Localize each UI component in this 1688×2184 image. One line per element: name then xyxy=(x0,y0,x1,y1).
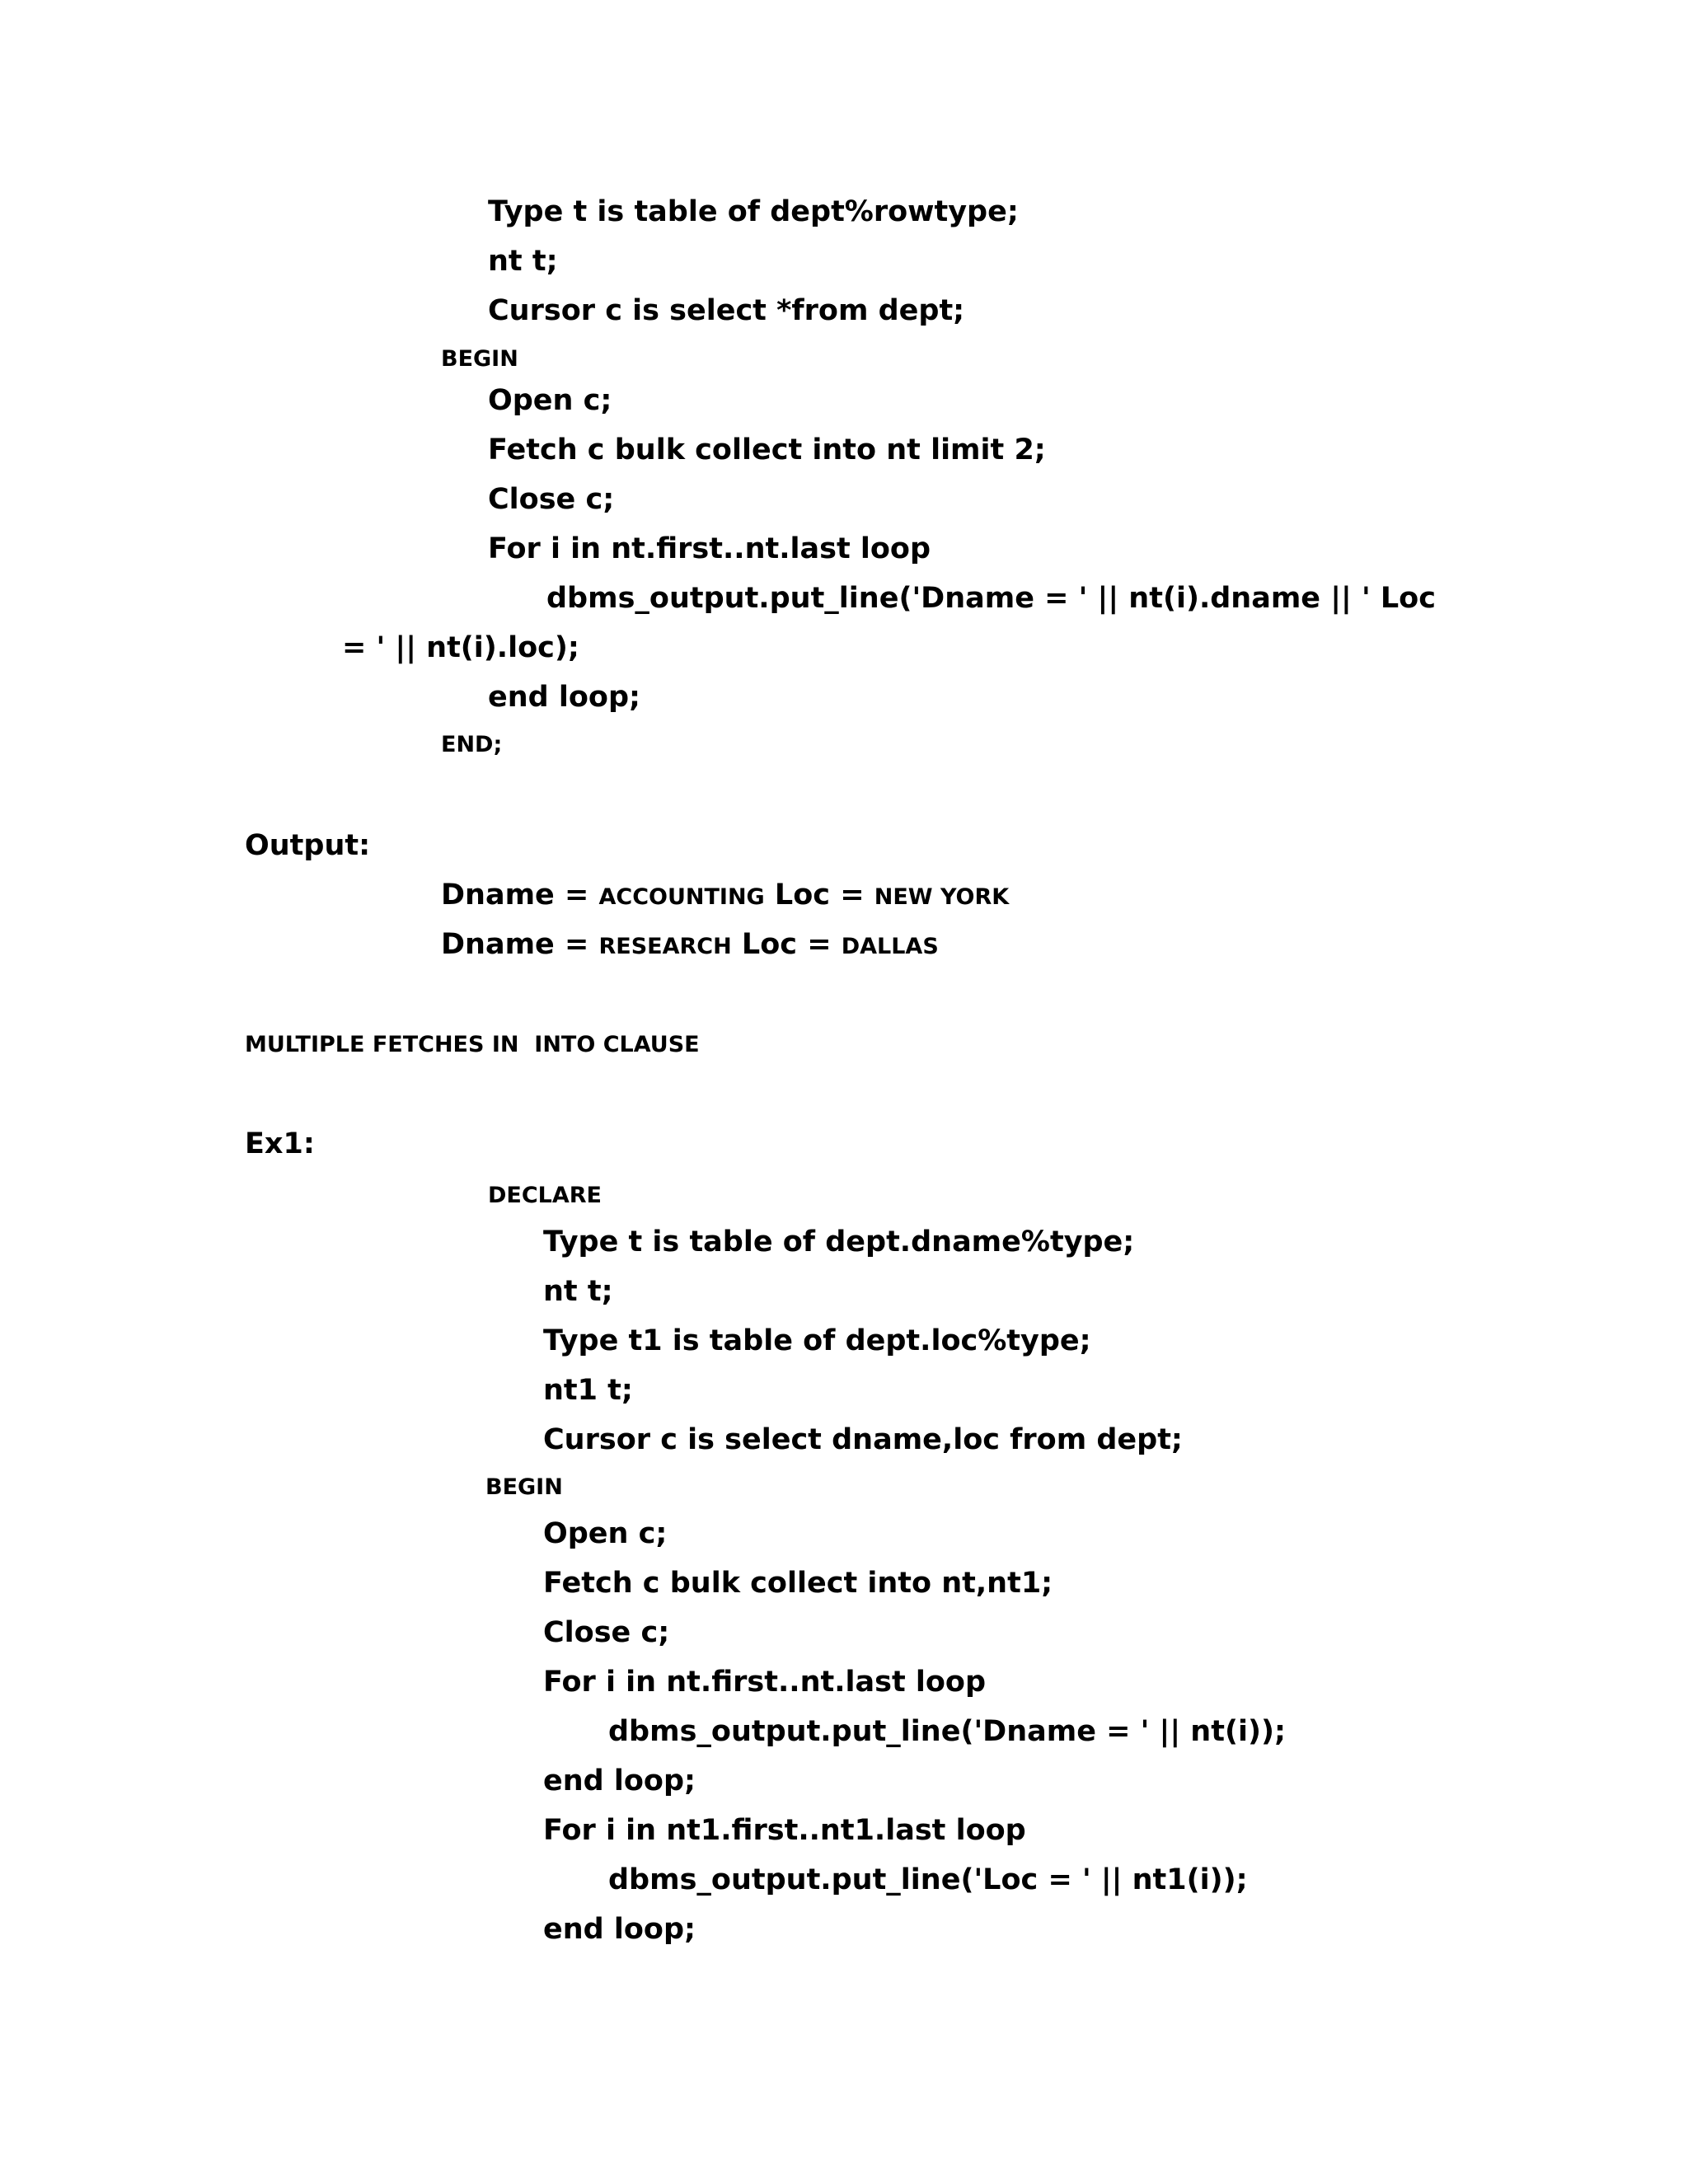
code-line: Close c; xyxy=(543,1616,670,1649)
output-row xyxy=(441,881,1009,910)
code-keyword: END; xyxy=(441,732,503,757)
code-line: Cursor c is select *from dept; xyxy=(488,294,965,327)
code-line: Open c; xyxy=(488,384,612,417)
output-row xyxy=(441,930,939,959)
code-line: For i in nt1.first..nt1.last loop xyxy=(543,1814,1026,1847)
code-keyword: BEGIN xyxy=(485,1474,563,1500)
code-line: Type t is table of dept%rowtype; xyxy=(488,195,1019,228)
code-line: nt t; xyxy=(488,245,558,278)
dname-value: ACCOUNTING xyxy=(598,884,765,910)
loc-label: Loc = xyxy=(731,928,842,961)
code-line: Type t is table of dept.dname%type; xyxy=(543,1226,1135,1258)
dname-value: RESEARCH xyxy=(598,934,732,959)
code-line: end loop; xyxy=(488,681,641,714)
section-heading: MULTIPLE FETCHES IN INTO CLAUSE xyxy=(245,1032,700,1057)
code-line: For i in nt.first..nt.last loop xyxy=(543,1666,987,1699)
code-line: Open c; xyxy=(543,1517,668,1550)
code-line: end loop; xyxy=(543,1765,696,1797)
code-line: Type t1 is table of dept.loc%type; xyxy=(543,1324,1091,1357)
loc-value: DALLAS xyxy=(841,934,939,959)
code-line: = ' || nt(i).loc); xyxy=(342,631,579,664)
code-line: nt t; xyxy=(543,1275,613,1308)
code-keyword: DECLARE xyxy=(488,1183,603,1208)
dname-label: Dname = xyxy=(441,879,599,912)
loc-value: NEW YORK xyxy=(874,884,1010,910)
loc-label: Loc = xyxy=(764,879,874,912)
output-label: Output: xyxy=(245,829,371,862)
code-line: dbms_output.put_line('Dname = ' || nt(i).dname || ' Loc xyxy=(546,582,1436,615)
code-line: Close c; xyxy=(488,483,615,516)
code-line: end loop; xyxy=(543,1913,696,1946)
example-label: Ex1: xyxy=(245,1127,315,1160)
code-line: Fetch c bulk collect into nt,nt1; xyxy=(543,1567,1053,1600)
code-keyword: BEGIN xyxy=(441,346,518,372)
code-line: nt1 t; xyxy=(543,1374,633,1407)
code-line: dbms_output.put_line('Dname = ' || nt(i)); xyxy=(608,1715,1286,1748)
dname-label: Dname = xyxy=(441,928,599,961)
code-line: Fetch c bulk collect into nt limit 2; xyxy=(488,434,1046,466)
code-line: Cursor c is select dname,loc from dept; xyxy=(543,1423,1183,1456)
code-line: For i in nt.first..nt.last loop xyxy=(488,532,931,565)
code-line: dbms_output.put_line('Loc = ' || nt1(i)); xyxy=(608,1863,1248,1896)
